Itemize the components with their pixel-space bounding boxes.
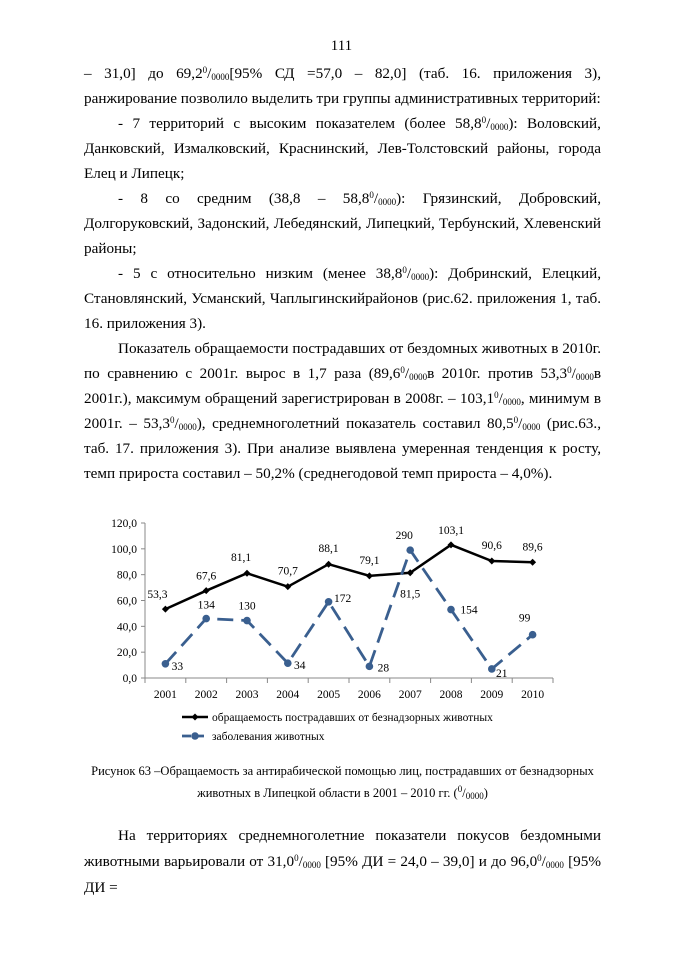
- superscript: 0: [537, 853, 542, 863]
- superscript: 0: [369, 190, 374, 200]
- superscript: 0: [494, 390, 499, 400]
- text-run: ): Добринский, Елецкий, Становлянский, Усманский, Чаплыгинскийрайонов (рис.62. приложения 1, таб. 16. приложения 3).: [84, 265, 602, 332]
- paragraph-medium-group: [84, 186, 601, 261]
- subscript: 0000: [378, 197, 397, 207]
- superscript: 0: [481, 115, 487, 125]
- y-tick-label: 120,0: [111, 518, 137, 530]
- subscript: 0000: [465, 791, 484, 801]
- text-run: /: [373, 190, 379, 207]
- data-label: 21: [496, 667, 508, 680]
- data-point-series-2: [162, 660, 170, 668]
- subscript: 0000: [575, 372, 594, 382]
- line-chart: [84, 507, 604, 757]
- text-run: - 7 территорий с высоким показателем (более 58,8: [118, 115, 482, 132]
- data-label: 53,3: [147, 589, 168, 602]
- x-tick-label: 2008: [439, 689, 463, 701]
- text-run: /: [404, 365, 410, 382]
- data-label: 34: [294, 660, 306, 673]
- paragraph-variation: [84, 823, 601, 901]
- text-run: /: [298, 853, 303, 870]
- text-run: - 8 со средним (38,8 – 58,8: [118, 190, 370, 207]
- text-run: ): Воловский, Данковский, Измалковский, Краснинский, Лев-Толстовский районы, города Елец и Липецк;: [84, 115, 601, 182]
- legend-marker: [191, 732, 199, 740]
- y-tick-label: 80,0: [116, 569, 137, 582]
- text-run: [95% СД =57,0 – 82,0] (таб. 16. приложения 3), ранжирование позволило выделить три группы административных территорий:: [84, 65, 601, 107]
- data-label: 134: [197, 599, 215, 612]
- superscript: 0: [170, 415, 175, 425]
- subscript: 0000: [522, 422, 541, 432]
- data-label: 90,6: [481, 539, 502, 552]
- paragraph-low-group: [84, 261, 601, 336]
- superscript: 0: [457, 784, 463, 794]
- subscript: 0000: [490, 122, 509, 132]
- subscript: 0000: [411, 272, 430, 282]
- text-run: , минимум в 2001г. – 53,3: [84, 390, 601, 432]
- text-run: [95% ДИ =: [84, 853, 601, 896]
- data-point-series-2: [529, 631, 537, 639]
- data-label: 33: [171, 660, 184, 673]
- data-point-series-2: [488, 665, 496, 673]
- subscript: 0000: [545, 860, 564, 870]
- data-label: 88,1: [318, 543, 339, 556]
- data-point-series-2: [406, 546, 414, 554]
- text-run: /: [541, 853, 546, 870]
- x-tick-label: 2003: [235, 689, 259, 701]
- y-tick-label: 60,0: [116, 595, 137, 608]
- legend-marker: [192, 714, 199, 721]
- superscript: 0: [294, 853, 299, 863]
- superscript: 0: [400, 365, 405, 375]
- data-label: 70,7: [277, 565, 298, 578]
- x-tick-label: 2004: [276, 689, 300, 701]
- data-label: 99: [518, 612, 531, 625]
- paragraph-high-group: [84, 111, 601, 186]
- data-point-series-2: [447, 606, 455, 614]
- paragraph-trend: [84, 336, 601, 486]
- text-run: в 2010г. против 53,3: [427, 365, 568, 382]
- text-run: ): [483, 786, 488, 800]
- text-run: /: [486, 115, 491, 132]
- paragraph-bottom: [84, 823, 601, 901]
- text-run: /: [518, 415, 523, 432]
- text-run: в 2001г.), максимум обращений зарегистрирован в 2008г. – 103,1: [84, 365, 601, 407]
- data-point-series-1: [529, 559, 536, 566]
- superscript: 0: [567, 365, 572, 375]
- x-tick-label: 2009: [480, 689, 504, 701]
- x-tick-label: 2006: [357, 689, 381, 701]
- text-run: /: [174, 415, 179, 432]
- data-point-series-1: [244, 570, 251, 577]
- text-run: – 31,0] до 69,2: [84, 65, 203, 82]
- x-tick-label: 2007: [398, 689, 422, 701]
- subscript: 0000: [302, 860, 321, 870]
- superscript: 0: [402, 265, 407, 275]
- superscript: 0: [202, 65, 208, 75]
- text-run: /: [207, 65, 212, 82]
- page-number: 111: [330, 38, 353, 54]
- text-run: (рис.63., таб. 17. приложения 3). При анализе выявлена умеренная тенденция к росту, темп прироста составил – 50,2% (среднегодовой темп прироста – 4,0%).: [84, 415, 601, 482]
- data-point-series-2: [284, 659, 292, 667]
- text-run: ): Грязинский, Добровский, Долгоруковский, Задонский, Лебедянский, Липецкий, Тербунский, Хлевенский районы;: [84, 190, 601, 257]
- subscript: 0000: [178, 422, 197, 432]
- text-run: /: [571, 365, 576, 382]
- data-label: 89,6: [522, 541, 543, 554]
- paragraph-continuation: [84, 61, 601, 111]
- chart-legend: [182, 712, 493, 743]
- data-point-series-1: [488, 557, 495, 564]
- legend-label: обращаемость пострадавших от безнадзорных животных: [212, 712, 493, 724]
- y-tick-label: 0,0: [122, 673, 137, 685]
- x-tick-label: 2005: [317, 689, 341, 701]
- superscript: 0: [513, 415, 519, 425]
- text-run: /: [498, 390, 503, 407]
- data-label: 172: [333, 592, 352, 605]
- data-label: 103,1: [438, 524, 464, 537]
- text-run: ), среднемноголетний показатель составил 80,5: [196, 415, 514, 432]
- x-tick-label: 2010: [521, 689, 545, 701]
- data-label: 130: [238, 600, 256, 613]
- data-label: 79,1: [359, 554, 380, 567]
- text-run: Рисунок 63 –Обращаемость за антирабической помощью лиц, пострадавших от безнадзорных животных в Липецкой области в 2001 – 2010 гг. (: [91, 764, 594, 800]
- text-run: - 5 с относительно низким (менее 38,8: [118, 265, 403, 282]
- figure-caption: [84, 760, 601, 804]
- data-label: 290: [395, 530, 413, 543]
- text-run: /: [462, 786, 466, 800]
- data-point-series-2: [243, 617, 251, 625]
- data-label: 67,6: [196, 570, 217, 583]
- y-tick-label: 100,0: [111, 543, 137, 556]
- data-label: 81,5: [400, 588, 421, 601]
- data-label: 81,1: [230, 552, 252, 565]
- text-run: На территориях среднемноголетние показатели покусов бездомными животными варьировали от 31,0: [84, 827, 601, 870]
- text-run: Показатель обращаемости пострадавших от бездомных животных в 2010г. по сравнению с 2001г. вырос в 1,7 раза (89,6: [84, 340, 601, 382]
- body-text: [84, 61, 601, 486]
- x-tick-label: 2002: [194, 689, 218, 701]
- subscript: 0000: [502, 397, 521, 407]
- data-label: 154: [460, 604, 478, 617]
- y-tick-label: 40,0: [116, 621, 137, 634]
- data-point-series-2: [202, 615, 210, 623]
- y-tick-label: 20,0: [116, 647, 137, 660]
- data-point-series-1: [366, 572, 373, 579]
- text-run: /: [406, 265, 412, 282]
- data-label: 28: [377, 662, 390, 675]
- text-run: [95% ДИ = 24,0 – 39,0] и до 96,0: [320, 853, 538, 870]
- data-point-series-2: [325, 598, 333, 606]
- legend-label: заболевания животных: [212, 731, 325, 743]
- subscript: 0000: [409, 372, 428, 382]
- subscript: 0000: [211, 72, 230, 82]
- data-point-series-2: [366, 663, 374, 671]
- x-tick-label: 2001: [153, 689, 177, 701]
